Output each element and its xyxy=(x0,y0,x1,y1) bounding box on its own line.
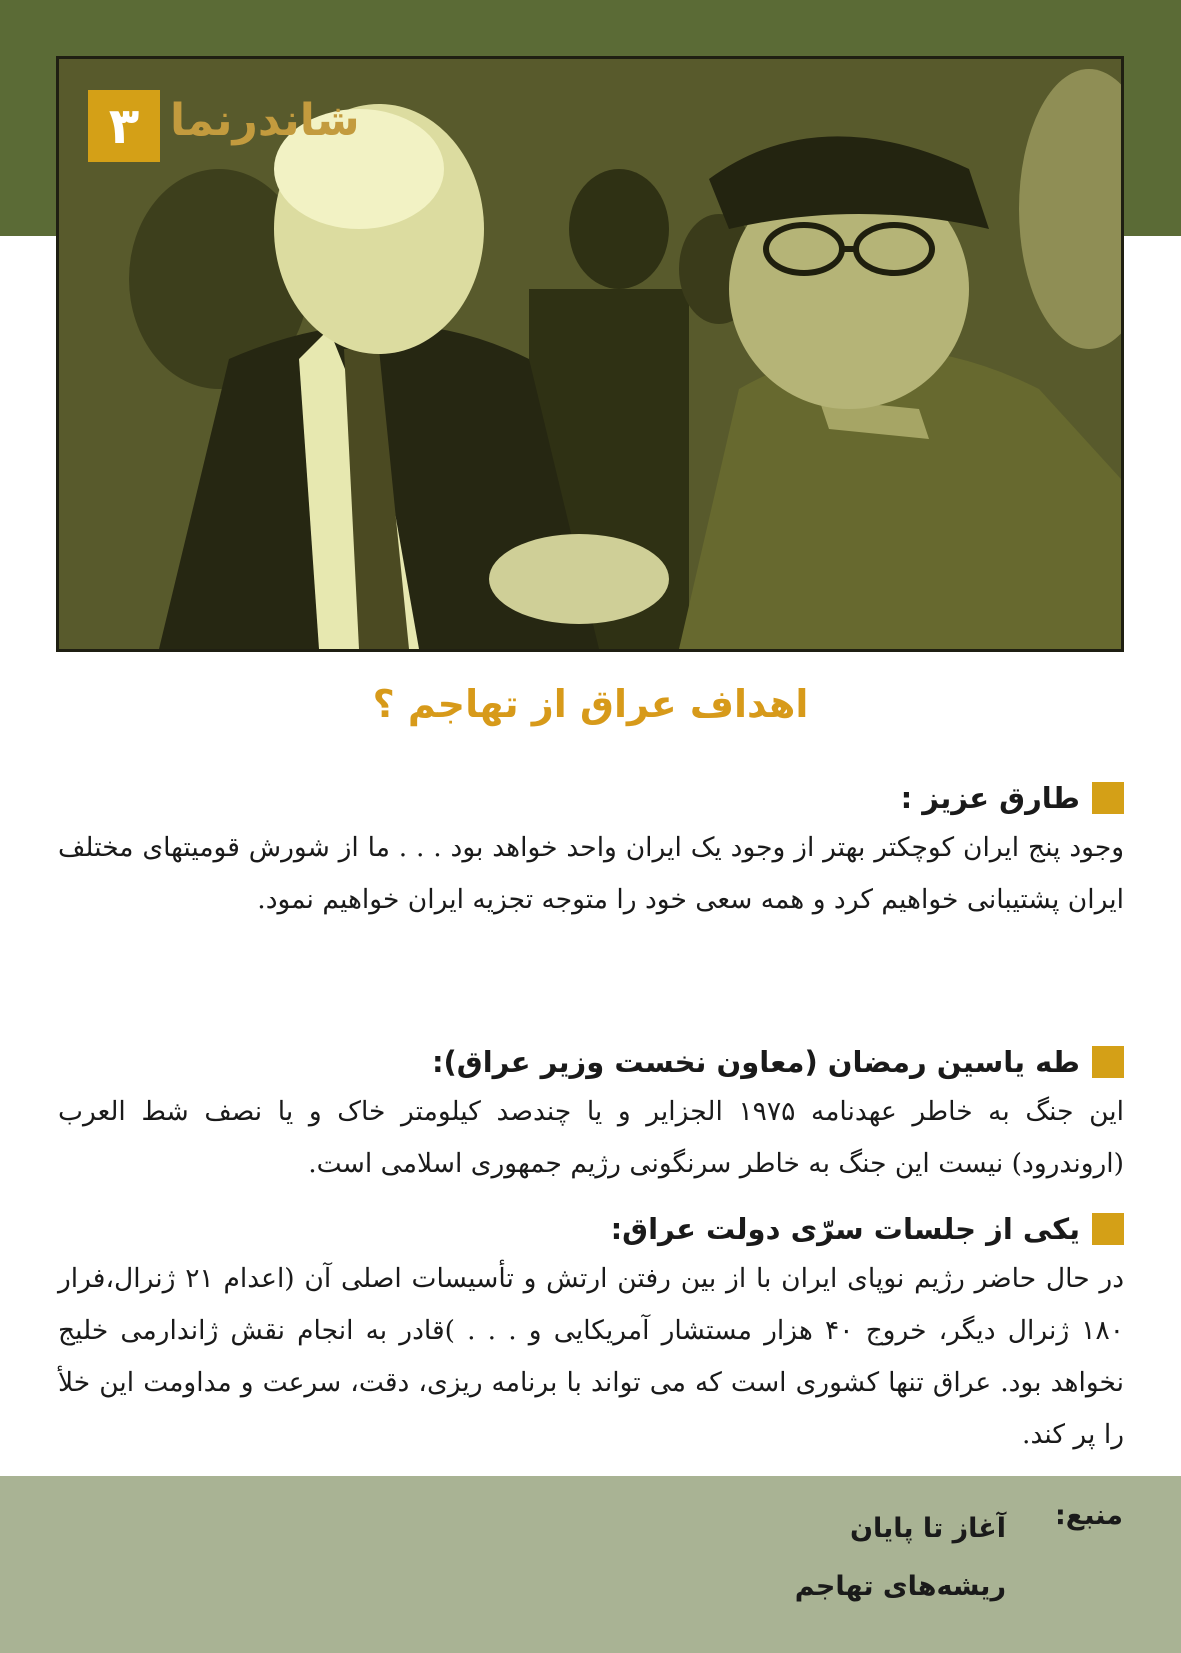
quote-section-tariq-aziz xyxy=(58,776,1124,926)
section-heading xyxy=(58,776,1124,820)
section-heading xyxy=(58,1040,1124,1084)
quote-section-taha-yassin-ramadan xyxy=(58,1040,1124,1190)
section-heading-text: طارق عزیز : xyxy=(900,781,1080,815)
section-body: این جنگ به خاطر عهدنامه ۱۹۷۵ الجزایر و یا چندصد کیلومتر خاک و یا نصف شط العرب (اروندرود) نیست این جنگ به خاطر سرنگونی رژیم جمهوری اسلامی است. xyxy=(58,1096,1124,1179)
source-label: منبع: xyxy=(1054,1500,1123,1531)
bullet-square-icon xyxy=(1092,1046,1124,1078)
source-list xyxy=(795,1500,1006,1616)
source-item: ریشه‌های تهاجم xyxy=(794,1571,1006,1602)
photo-icon xyxy=(59,59,1121,649)
page-title: اهداف عراق از تهاجم ؟ xyxy=(372,682,809,726)
page-number-badge: ۳ xyxy=(88,90,160,162)
publisher-logo: شاندرنما xyxy=(170,95,360,146)
section-heading-text: یکی از جلسات سرّی دولت عراق: xyxy=(610,1212,1080,1246)
section-body: در حال حاضر رژیم نوپای ایران با از بین رفتن ارتش و تأسیسات اصلی آن (اعدام ۲۱ ژنرال،فرار ۱۸۰ ژنرال دیگر، خروج ۴۰ هزار مستشار آمریکایی و . . . )قادر به انجام نقش ژاندارمی خلیج نخواهد بود. عراق تنها کشوری است که می تواند با برنامه ریزی، دقت، سرعت و مداومت این خلأ را پر کند. xyxy=(58,1263,1125,1450)
source-item: آغاز تا پایان xyxy=(849,1513,1006,1544)
section-body: وجود پنج ایران کوچکتر بهتر از وجود یک ایران واحد خواهد بود . . . ما از شورش قومیتهای مختلف ایران پشتیبانی خواهیم کرد و همه سعی خود را متوجه تجزیه ایران خواهیم نمود. xyxy=(58,832,1124,915)
bullet-square-icon xyxy=(1092,782,1124,814)
section-heading-text: طه یاسین رمضان (معاون نخست وزیر عراق): xyxy=(431,1045,1080,1079)
bullet-square-icon xyxy=(1092,1213,1124,1245)
quote-section-secret-meeting xyxy=(58,1207,1124,1461)
section-heading xyxy=(58,1207,1124,1251)
